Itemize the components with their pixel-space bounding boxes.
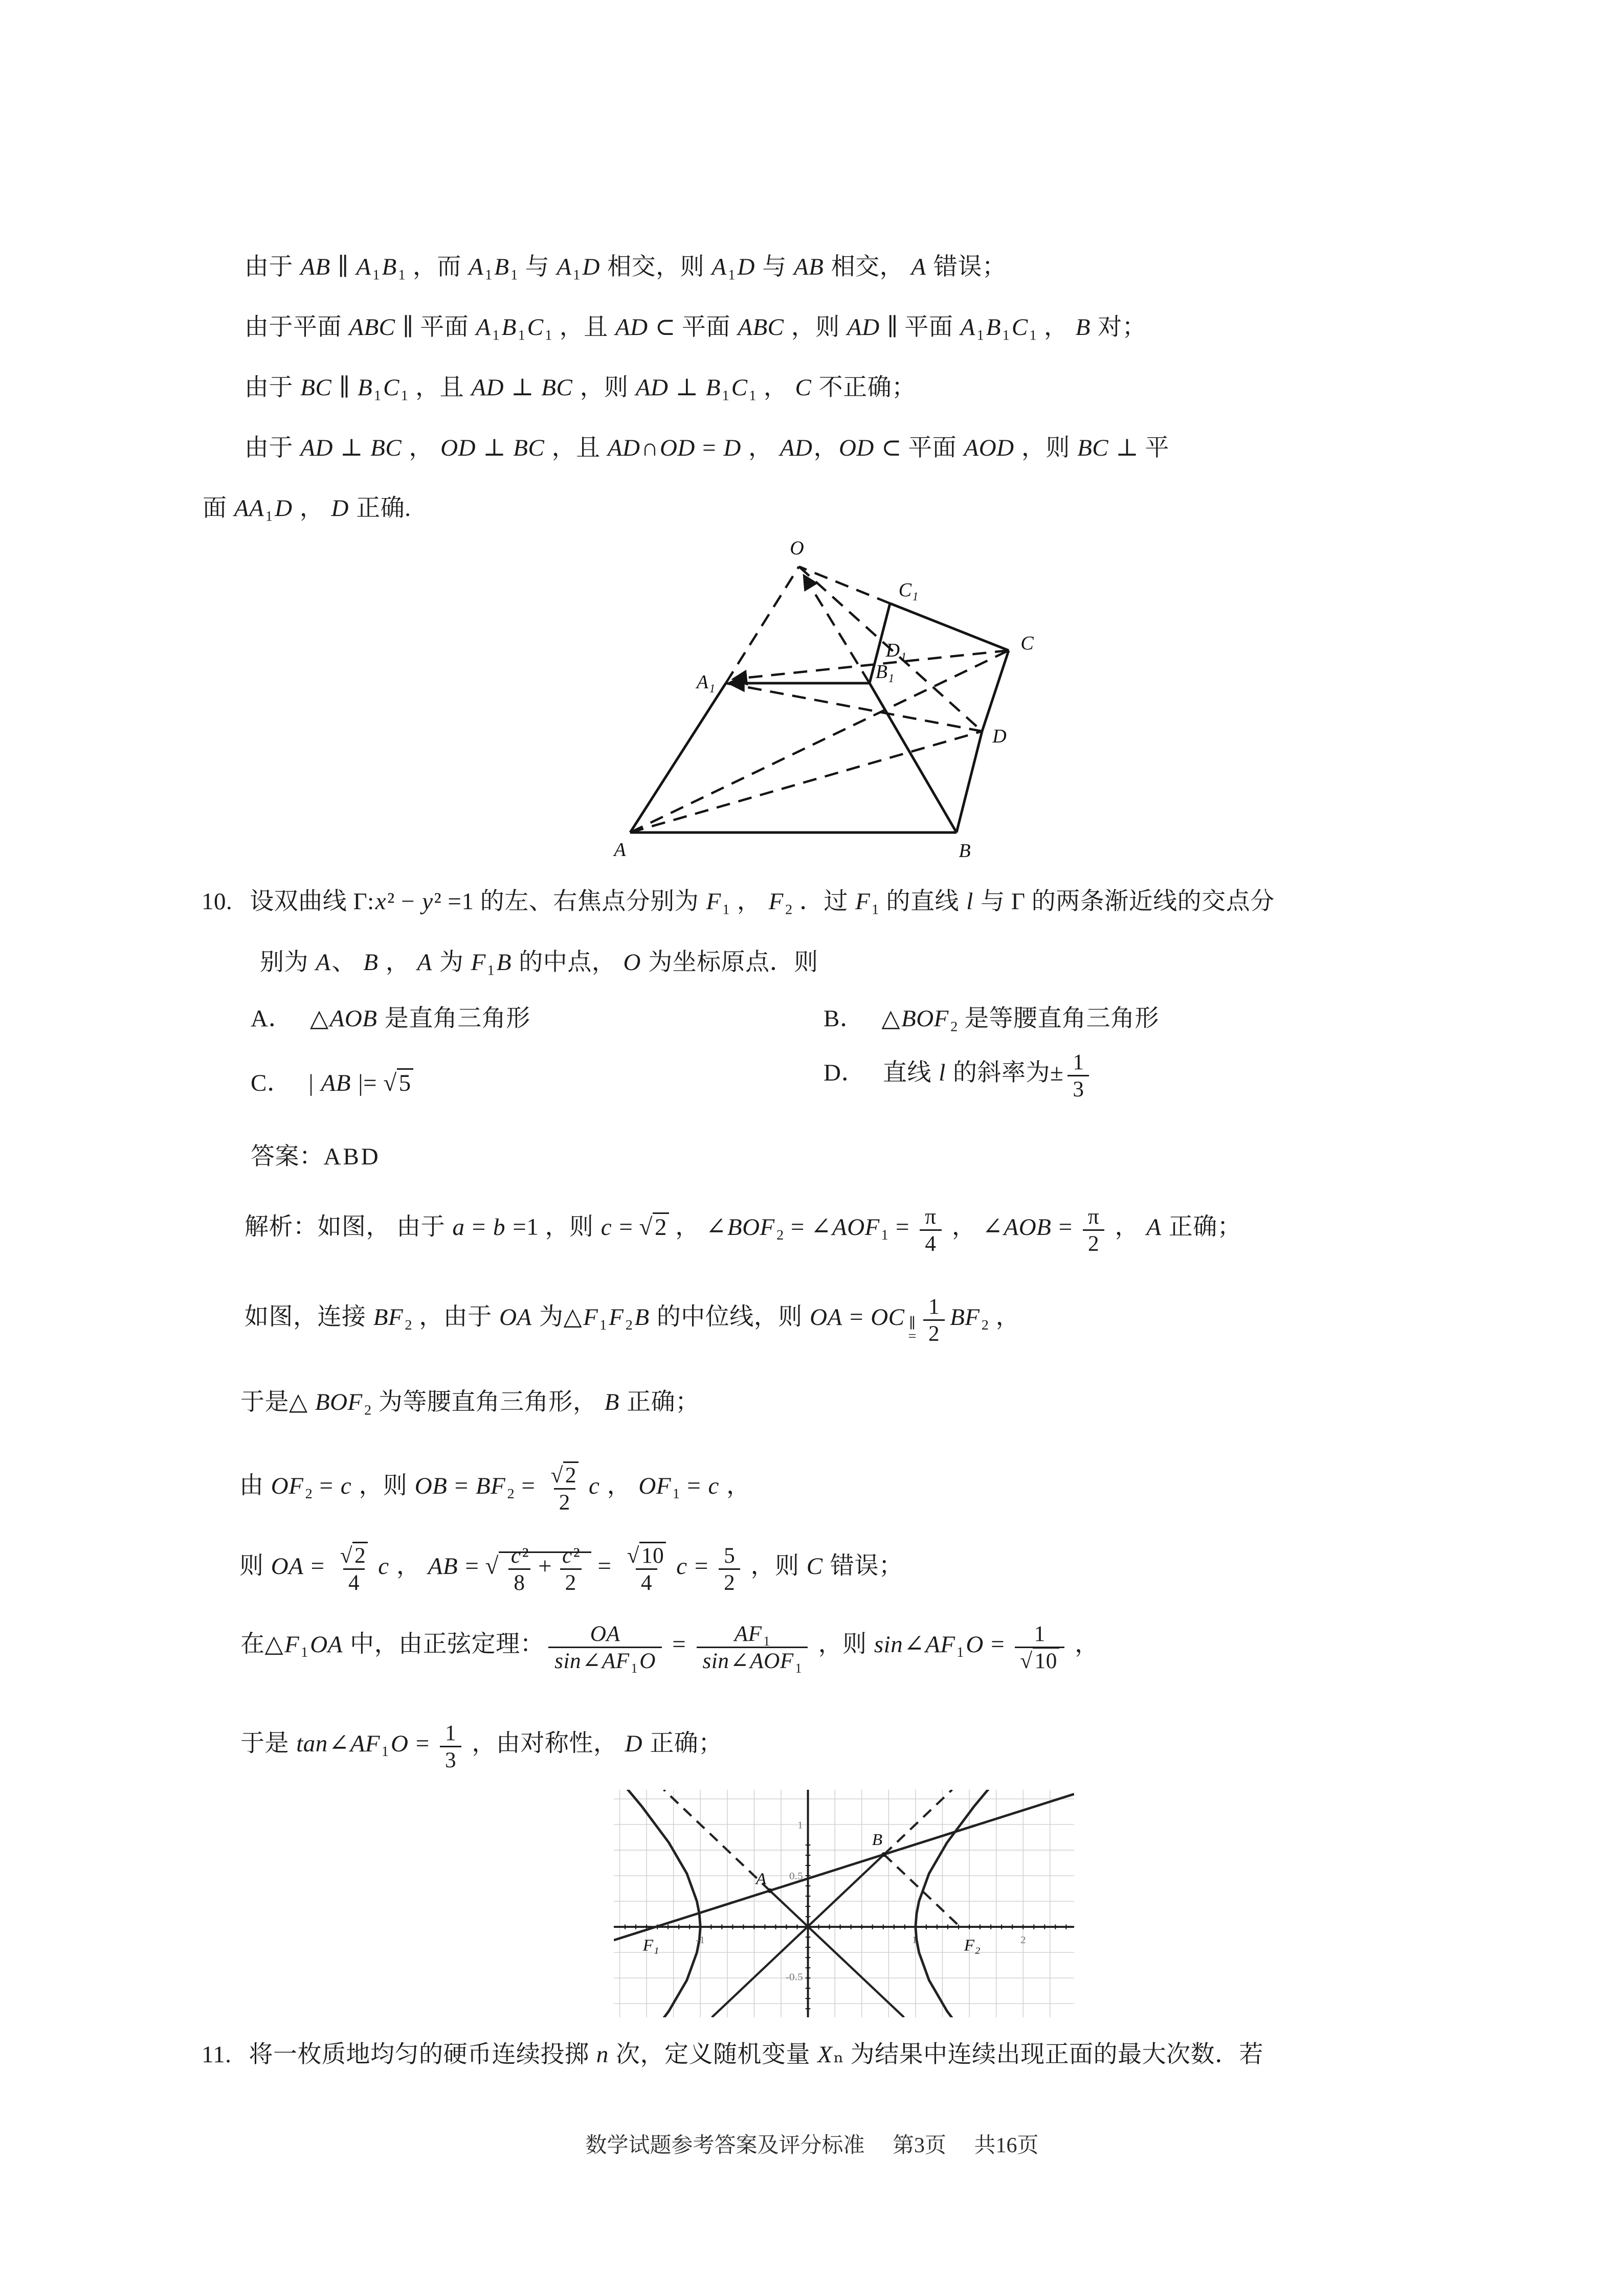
graph-label-F2: F₂: [964, 1937, 981, 1955]
x-tick-minus1: -1: [696, 1933, 705, 1946]
hyperbola-right-branch: [916, 1790, 1003, 2017]
x-tick-2: 2: [1020, 1933, 1026, 1946]
q10-analysis-line-5: 则 OA = $\frac{√2}{4}$ c ， AB = √ $\frac{\text{c²}}{8}$ + $\frac{\text{c²}}{2}$ = $\frac{√10}{4}$ c = $\frac{5}{2}$ ，则 C 错误；: [239, 1542, 903, 1595]
footer-page-number: 第3页: [892, 2134, 947, 2157]
y-tick-1: 1: [797, 1818, 803, 1831]
q10-stem-text: 设双曲线 Γ:x² − y² =1 的左、右焦点分别为 F₁ ， F₂ ．过 F₁ 的直线 l 与 Γ 的两条渐近线的交点分: [250, 888, 1275, 915]
label-D: D: [992, 726, 1007, 747]
q10-analysis-line-6: 在△F₁OA 中，由正弦定理： $\frac{OA}{\text{sin∠AF₁O}}$ = AF₁ sin∠AOF₁ ，则 sin∠AF₁O = $\frac{1}{√10}$ ，: [240, 1622, 1099, 1674]
q10-stem-line-1: [202, 886, 1275, 917]
point-B: [881, 1852, 886, 1857]
hidden-edges: [630, 567, 1009, 832]
solution9-line-3: 由于 BC ∥ B₁C₁ ，且 AD ⊥ BC ，则 AD ⊥ B₁C₁ ， C 不正确；: [244, 374, 916, 401]
option-A-letter: A．: [251, 1005, 293, 1032]
label-B1: B₁: [875, 661, 895, 683]
option-C-text: | AB |= √5: [308, 1068, 413, 1096]
graph-label-B: B: [872, 1831, 883, 1849]
graph-label-A: A: [755, 1870, 767, 1888]
page-footer: [574, 2128, 1050, 2159]
solid-edges: [630, 603, 1009, 832]
asymptotes-and-lines: [614, 1790, 1074, 2017]
x-tick-1: 1: [911, 1933, 918, 1946]
answer-value: ABD: [323, 1143, 381, 1170]
label-A: A: [614, 839, 626, 861]
y-tick-0p5: 0.5: [789, 1870, 803, 1882]
q10-analysis-line-7: 于是 tan∠AF₁O = $\frac{1}{3}$ ，由对称性， D 正确；: [240, 1721, 723, 1773]
label-C1: C₁: [898, 579, 919, 601]
q10-answer: [251, 1141, 381, 1173]
label-D1: D₁: [885, 640, 907, 661]
vertex-labels: [612, 537, 1034, 862]
q10-option-D: [824, 1048, 1093, 1101]
prism-pyramid-figure: [578, 532, 1079, 864]
point-A: [767, 1888, 772, 1893]
option-B-letter: B．: [824, 1005, 864, 1032]
option-A-text: △AOB 是直角三角形: [309, 1005, 530, 1032]
q10-option-A: [251, 1003, 530, 1034]
solution9-line-1: 由于 AB ∥ A₁B₁ ，而 A₁B₁ 与 A₁D 相交，则 A₁D 与 AB 相交， A 错误；: [244, 254, 1007, 280]
label-C: C: [1020, 633, 1034, 654]
q10-stem-line-2: 别为 A、 B ， A 为 F₁B 的中点， O 为坐标原点．则: [260, 949, 818, 976]
option-B-text: △BOF₂ 是等腰直角三角形: [881, 1005, 1160, 1032]
q10-analysis-line-1: 解析：如图， 由于 a = b =1 ，则 c = √2 ， ∠BOF₂ = ∠AOF₁ = $\frac{\pi}{4}$ ， ∠AOB = $\frac{\pi}{2}$ ， A 正确；: [244, 1204, 1242, 1256]
option-C-letter: C．: [251, 1070, 292, 1096]
footer-page-total: 共16页: [974, 2134, 1039, 2157]
y-tick-minus0p5: -0.5: [785, 1970, 803, 1983]
axes: [614, 1790, 1074, 2017]
q10-option-B: [824, 1003, 1159, 1034]
graph-label-F1: F₁: [642, 1937, 659, 1955]
solution9-line-4: 由于 AD ⊥ BC ， OD ⊥ BC ，且 AD∩OD = D ， AD，OD ⊂ 平面 AOD ，则 BC ⊥ 平: [244, 435, 1169, 461]
footer-title: 数学试题参考答案及评分标准: [585, 2134, 865, 2157]
label-O: O: [790, 537, 804, 559]
solution9-line-2: 由于平面 ABC ∥ 平面 A₁B₁C₁ ，且 AD ⊂ 平面 ABC ，则 AD ∥ 平面 A₁B₁C₁ ， B 对；: [244, 314, 1147, 341]
q11-stem: [202, 2039, 1263, 2070]
solution9-line-5: 面 AA₁D ， D 正确.: [203, 495, 411, 522]
label-A1: A₁: [696, 671, 716, 693]
option-D-letter: D．: [824, 1059, 865, 1086]
option-D-text: 直线 l 的斜率为± $\frac{1}{3}$: [883, 1060, 1093, 1086]
q10-analysis-line-3: 于是△ BOF₂ 为等腰直角三角形， B 正确；: [240, 1389, 700, 1415]
label-B: B: [959, 840, 971, 862]
asymptote-y-eq-neg-x: [770, 1890, 904, 2017]
q11-text: 将一枚质地均匀的硬币连续投掷 n 次，定义随机变量 Xₙ 为结果中连续出现正面的最大次数．若: [249, 2041, 1264, 2068]
hyperbola-left-branch: [614, 1790, 700, 2017]
answer-label: 答案：: [251, 1143, 324, 1170]
q10-option-C: [251, 1068, 413, 1099]
q10-analysis-line-2: 如图，连接 BF₂ ，由于 OA 为△F₁F₂B 的中位线，则 OA = OC ∥ = $\frac{1}{2}$ BF₂ ，: [244, 1294, 1020, 1346]
grid-lines: [614, 1790, 1074, 2017]
hyperbola-graph: [614, 1790, 1074, 2017]
q10-number: 10.: [202, 888, 233, 915]
q11-number: 11.: [202, 2041, 232, 2068]
q10-analysis-line-4: 由 OF₂ = c ，则 OB = BF₂ = $\frac{√2}{2}$ c ， OF₁ = c ，: [239, 1461, 751, 1515]
